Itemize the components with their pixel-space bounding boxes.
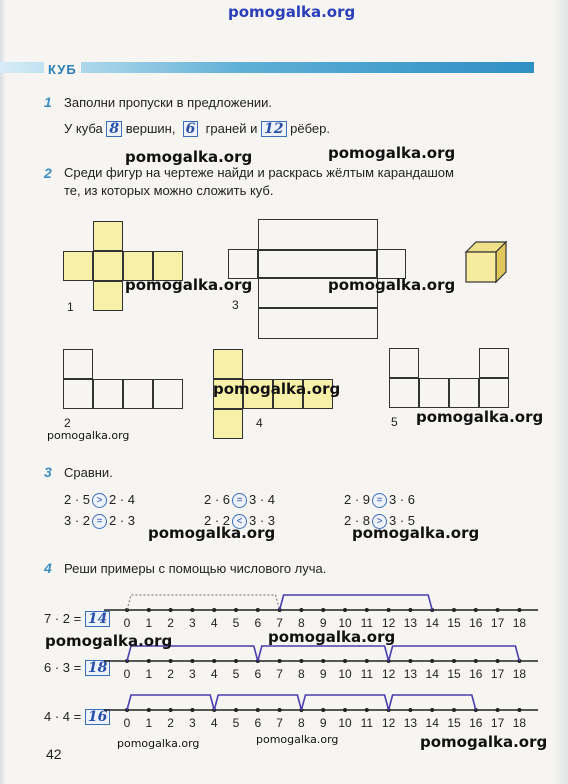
number-ray-tick (212, 659, 216, 663)
number-ray-tick (452, 659, 456, 663)
number-ray-tick-label: 9 (319, 667, 327, 681)
number-ray-tick-label: 7 (276, 616, 283, 630)
number-ray-tick (190, 708, 194, 712)
number-ray-tick-label: 16 (469, 667, 483, 681)
number-ray-tick (408, 608, 412, 612)
number-ray-tick-label: 7 (276, 716, 283, 730)
number-ray-jump (301, 695, 388, 710)
number-ray-jump (127, 695, 214, 710)
number-ray-tick (278, 708, 282, 712)
number-ray-tick-label: 6 (254, 616, 262, 630)
number-ray-tick-label: 12 (381, 716, 396, 730)
number-ray-tick-label: 2 (167, 616, 174, 630)
equation-expression: 4 · 4 = (44, 709, 82, 724)
number-ray-tick-label: 4 (210, 616, 218, 630)
number-ray-tick-label: 3 (189, 667, 196, 681)
watermark-text: pomogalka.org (148, 524, 276, 542)
number-ray-tick-label: 1 (145, 667, 153, 681)
figure-4-label: 4 (256, 416, 263, 430)
compare-sign[interactable]: = (372, 493, 387, 508)
task1-part-b: вершин, (125, 121, 176, 136)
number-ray-tick-label: 14 (425, 667, 439, 681)
number-ray-jump (214, 695, 301, 710)
number-ray-tick-label: 0 (123, 616, 131, 630)
answer-faces[interactable]: 6 (183, 121, 199, 137)
number-ray-tick (190, 608, 194, 612)
number-ray-tick (474, 659, 478, 663)
number-ray-tick (408, 659, 412, 663)
number-ray-tick-label: 15 (447, 667, 461, 681)
number-ray-tick (234, 608, 238, 612)
watermark-text: pomogalka.org (45, 632, 173, 650)
watermark-text: pomogalka.org (352, 524, 480, 542)
number-ray-tick-label: 16 (469, 716, 483, 730)
compare-left: 2 · 6 (204, 492, 231, 507)
compare-left: 2 · 5 (64, 492, 91, 507)
number-ray-tick (169, 608, 173, 612)
number-ray-tick (169, 708, 173, 712)
number-ray-tick-label: 12 (381, 667, 396, 681)
number-ray-tick (190, 659, 194, 663)
number-ray-tick (430, 708, 434, 712)
number-ray-tick (365, 608, 369, 612)
number-ray-tick-label: 7 (276, 667, 283, 681)
number-ray-tick (147, 708, 151, 712)
number-ray-tick-label: 14 (425, 716, 439, 730)
number-ray-tick-label: 11 (360, 716, 374, 730)
number-ray-tick (278, 659, 282, 663)
figure-2-label: 2 (64, 416, 71, 430)
number-ray-tick-label: 10 (338, 616, 352, 630)
number-ray-tick-label: 6 (254, 716, 262, 730)
compare-right: 2 · 3 (109, 513, 136, 528)
number-ray-tick (496, 708, 500, 712)
number-ray-tick-label: 15 (447, 616, 461, 630)
figure-5-label: 5 (391, 415, 398, 429)
watermark-text: pomogalka.org (47, 429, 130, 442)
number-ray-tick (517, 608, 521, 612)
number-ray-tick-label: 8 (298, 667, 305, 681)
task4-title: Реши примеры с помощью числового луча. (64, 561, 327, 576)
compare-left: 2 · 8 (344, 513, 371, 528)
number-ray-jump (258, 646, 389, 661)
equation-expression: 6 · 3 = (44, 660, 82, 675)
number-ray-tick (234, 659, 238, 663)
number-ray-tick (387, 608, 391, 612)
equation-answer[interactable]: 16 (85, 709, 110, 725)
number-ray-jump (280, 595, 433, 610)
number-ray-jump (127, 595, 280, 610)
number-ray-tick-label: 2 (167, 667, 174, 681)
watermark-text: pomogalka.org (328, 276, 456, 294)
watermark-text: pomogalka.org (213, 380, 341, 398)
number-ray-tick (452, 608, 456, 612)
site-watermark-top[interactable]: pomogalka.org (228, 3, 356, 21)
number-ray-tick (256, 608, 260, 612)
compare-right: 2 · 4 (109, 492, 136, 507)
number-ray-tick (234, 708, 238, 712)
number-ray-tick-label: 4 (210, 667, 218, 681)
number-ray-tick (496, 608, 500, 612)
task2-number: 2 (44, 165, 52, 181)
page-number: 42 (46, 746, 62, 762)
number-ray-tick-label: 8 (298, 616, 305, 630)
number-ray-tick (343, 659, 347, 663)
number-ray-tick-label: 9 (319, 616, 327, 630)
number-ray-tick-label: 8 (298, 716, 305, 730)
compare-sign[interactable]: = (232, 493, 247, 508)
task3-title: Сравни. (64, 465, 113, 480)
number-ray-tick-label: 2 (167, 716, 174, 730)
number-ray-tick (365, 659, 369, 663)
number-ray-tick-label: 17 (490, 716, 505, 730)
number-ray-tick-label: 5 (232, 716, 240, 730)
number-ray-tick-label: 17 (490, 616, 505, 630)
watermark-text: pomogalka.org (125, 276, 253, 294)
task3-number: 3 (44, 464, 52, 480)
task1-part-c: граней и (205, 121, 258, 136)
task1-number: 1 (44, 94, 52, 110)
task1-part-a: У куба (64, 121, 103, 136)
watermark-text: pomogalka.org (125, 148, 253, 166)
number-ray-tick-label: 13 (403, 616, 418, 630)
task1-instruction: Заполни пропуски в предложении. (64, 95, 273, 110)
number-ray-tick-label: 6 (254, 667, 262, 681)
compare-sign[interactable]: = (92, 514, 107, 529)
number-ray-tick (256, 708, 260, 712)
compare-left: 2 · 2 (204, 513, 231, 528)
task1-part-d: рёбер. (290, 121, 330, 136)
number-ray-tick-label: 11 (360, 667, 374, 681)
compare-left: 3 · 2 (64, 513, 91, 528)
number-ray-tick (299, 659, 303, 663)
number-ray-tick (452, 708, 456, 712)
number-ray-tick (474, 608, 478, 612)
number-ray-tick-label: 18 (512, 716, 527, 730)
task2-line1: Среди фигур на чертеже найди и раскрась жёлтым карандашом (64, 165, 454, 180)
number-ray-tick-label: 5 (232, 616, 240, 630)
number-ray-tick-label: 18 (512, 667, 527, 681)
section-title: КУБ (44, 62, 81, 77)
number-ray-tick-label: 10 (338, 667, 352, 681)
watermark-text: pomogalka.org (268, 628, 396, 646)
number-ray-tick-label: 10 (338, 716, 352, 730)
number-ray-jump (389, 646, 520, 661)
number-ray-tick (169, 659, 173, 663)
number-ray-tick (343, 608, 347, 612)
number-ray-tick-label: 0 (123, 667, 131, 681)
compare-sign[interactable]: < (232, 514, 247, 529)
watermark-text: pomogalka.org (117, 737, 200, 750)
number-ray-tick-label: 3 (189, 716, 196, 730)
compare-sign[interactable]: > (372, 514, 387, 529)
equation-answer[interactable]: 14 (85, 611, 110, 627)
compare-right: 3 · 3 (249, 513, 276, 528)
number-ray-tick-label: 1 (145, 616, 153, 630)
number-ray-tick (321, 708, 325, 712)
number-ray-tick (430, 659, 434, 663)
equation-expression: 7 · 2 = (44, 611, 82, 626)
number-ray-tick (147, 659, 151, 663)
answer-edges[interactable]: 12 (261, 121, 286, 137)
number-ray-tick-label: 15 (447, 716, 461, 730)
number-ray-tick (321, 608, 325, 612)
compare-right: 3 · 4 (249, 492, 276, 507)
watermark-text: pomogalka.org (256, 733, 339, 746)
task4-number: 4 (44, 560, 52, 576)
number-ray-tick (496, 659, 500, 663)
number-ray-tick-label: 13 (403, 716, 418, 730)
number-ray-tick (365, 708, 369, 712)
answer-vertices[interactable]: 8 (106, 121, 122, 137)
figure-1-label: 1 (67, 300, 74, 314)
number-ray-tick (299, 608, 303, 612)
compare-sign[interactable]: > (92, 493, 107, 508)
number-ray-tick (321, 659, 325, 663)
number-ray-tick (343, 708, 347, 712)
number-ray-tick (517, 708, 521, 712)
number-ray-tick (147, 608, 151, 612)
number-ray-tick-label: 17 (490, 667, 505, 681)
task2-line2: те, из которых можно сложить куб. (64, 183, 274, 198)
number-ray-tick-label: 5 (232, 667, 240, 681)
number-ray-tick-label: 4 (210, 716, 218, 730)
watermark-text: pomogalka.org (420, 733, 548, 751)
number-ray-tick-label: 12 (381, 616, 396, 630)
number-ray-tick-label: 3 (189, 616, 196, 630)
number-ray-tick-label: 9 (319, 716, 327, 730)
number-ray-tick-label: 13 (403, 667, 418, 681)
number-ray-tick-label: 16 (469, 616, 483, 630)
number-ray-tick (408, 708, 412, 712)
number-ray-tick-label: 11 (360, 616, 374, 630)
number-ray-tick-label: 18 (512, 616, 527, 630)
compare-right: 3 · 6 (389, 492, 416, 507)
watermark-text: pomogalka.org (416, 408, 544, 426)
number-ray-tick-label: 14 (425, 616, 439, 630)
watermark-text: pomogalka.org (328, 144, 456, 162)
number-ray-jump (389, 695, 476, 710)
number-ray-tick-label: 1 (145, 716, 153, 730)
equation-answer[interactable]: 18 (85, 660, 110, 676)
compare-right: 3 · 5 (389, 513, 416, 528)
number-ray-tick-label: 0 (123, 716, 131, 730)
figure-3-label: 3 (232, 298, 239, 312)
compare-left: 2 · 9 (344, 492, 371, 507)
number-ray-tick (212, 608, 216, 612)
